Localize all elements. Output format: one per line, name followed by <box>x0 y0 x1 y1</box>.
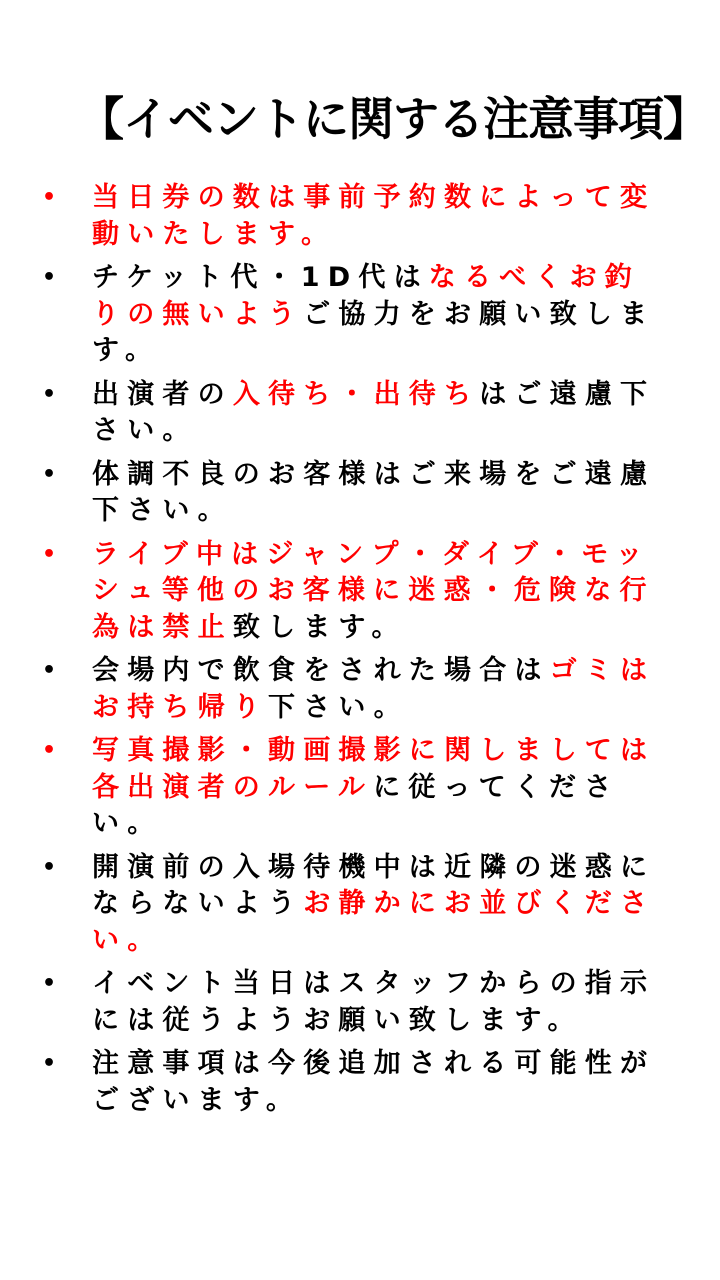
bullet-icon: • <box>42 854 57 880</box>
notice-item <box>0 1046 720 1119</box>
notice-item <box>0 260 720 370</box>
notice-item <box>0 653 720 726</box>
bullet-icon: • <box>42 541 57 567</box>
notice-text-segment: ゴミはお持ち帰り <box>92 655 656 723</box>
notice-item <box>0 180 720 253</box>
notice-list <box>0 180 720 1126</box>
notice-text-segment: はご遠慮下さい。 <box>92 378 656 446</box>
notice-text-segment: 会場内で飲食をされた場合は <box>92 655 550 686</box>
notice-text-segment: 写真撮影・動画撮影に関しましては各出演者のルール <box>92 735 656 803</box>
notice-text-segment: 出演者の <box>92 378 233 410</box>
notice-item <box>0 457 720 530</box>
notice-item <box>0 966 720 1039</box>
notice-text-segment: ライブ中はジャンプ・ダイブ・モッシュ等他のお客様に迷惑・危険な行為は禁止 <box>92 538 655 643</box>
notice-text-segment: チケット代・1D代は <box>92 262 429 293</box>
notice-text-segment: 下さい。 <box>268 691 409 723</box>
bullet-icon: • <box>42 658 57 683</box>
notice-text-segment: なるべくお釣りの無いよう <box>92 262 640 330</box>
bullet-icon: • <box>42 185 57 210</box>
bullet-icon: • <box>42 738 57 763</box>
bullet-icon: • <box>42 265 57 290</box>
bullet-icon: • <box>42 971 57 996</box>
bullet-icon: • <box>42 381 57 407</box>
notice-text-segment: イベント当日はスタッフからの指示には従うようお願い致します。 <box>92 968 656 1036</box>
page-title: 【イベントに関する注意事項】 <box>78 91 708 146</box>
notice-text-segment: 当日券の数は事前予約数によって変動いたします。 <box>92 182 656 250</box>
notice-text-segment: 体調不良のお客様はご来場をご遠慮下さい。 <box>92 458 656 526</box>
notice-item <box>0 537 720 647</box>
notice-text-segment: 致します。 <box>232 611 407 643</box>
notice-text-segment: 開演前の入場待機中は近隣の迷惑にならないよう <box>92 851 656 919</box>
bullet-icon: • <box>42 461 57 487</box>
notice-item <box>0 377 720 450</box>
notice-text-segment: に従ってください。 <box>92 771 620 839</box>
notice-text-segment: お静かにお並びください。 <box>92 888 656 956</box>
bullet-icon: • <box>42 1051 57 1076</box>
notice-text-segment: 入待ち・出待ち <box>232 378 480 410</box>
notice-text-segment: ご協力をお願い致します。 <box>92 298 656 366</box>
notice-item <box>0 850 720 960</box>
notice-text-segment: 注意事項は今後追加される可能性がございます。 <box>92 1048 656 1116</box>
notice-item <box>0 733 720 843</box>
